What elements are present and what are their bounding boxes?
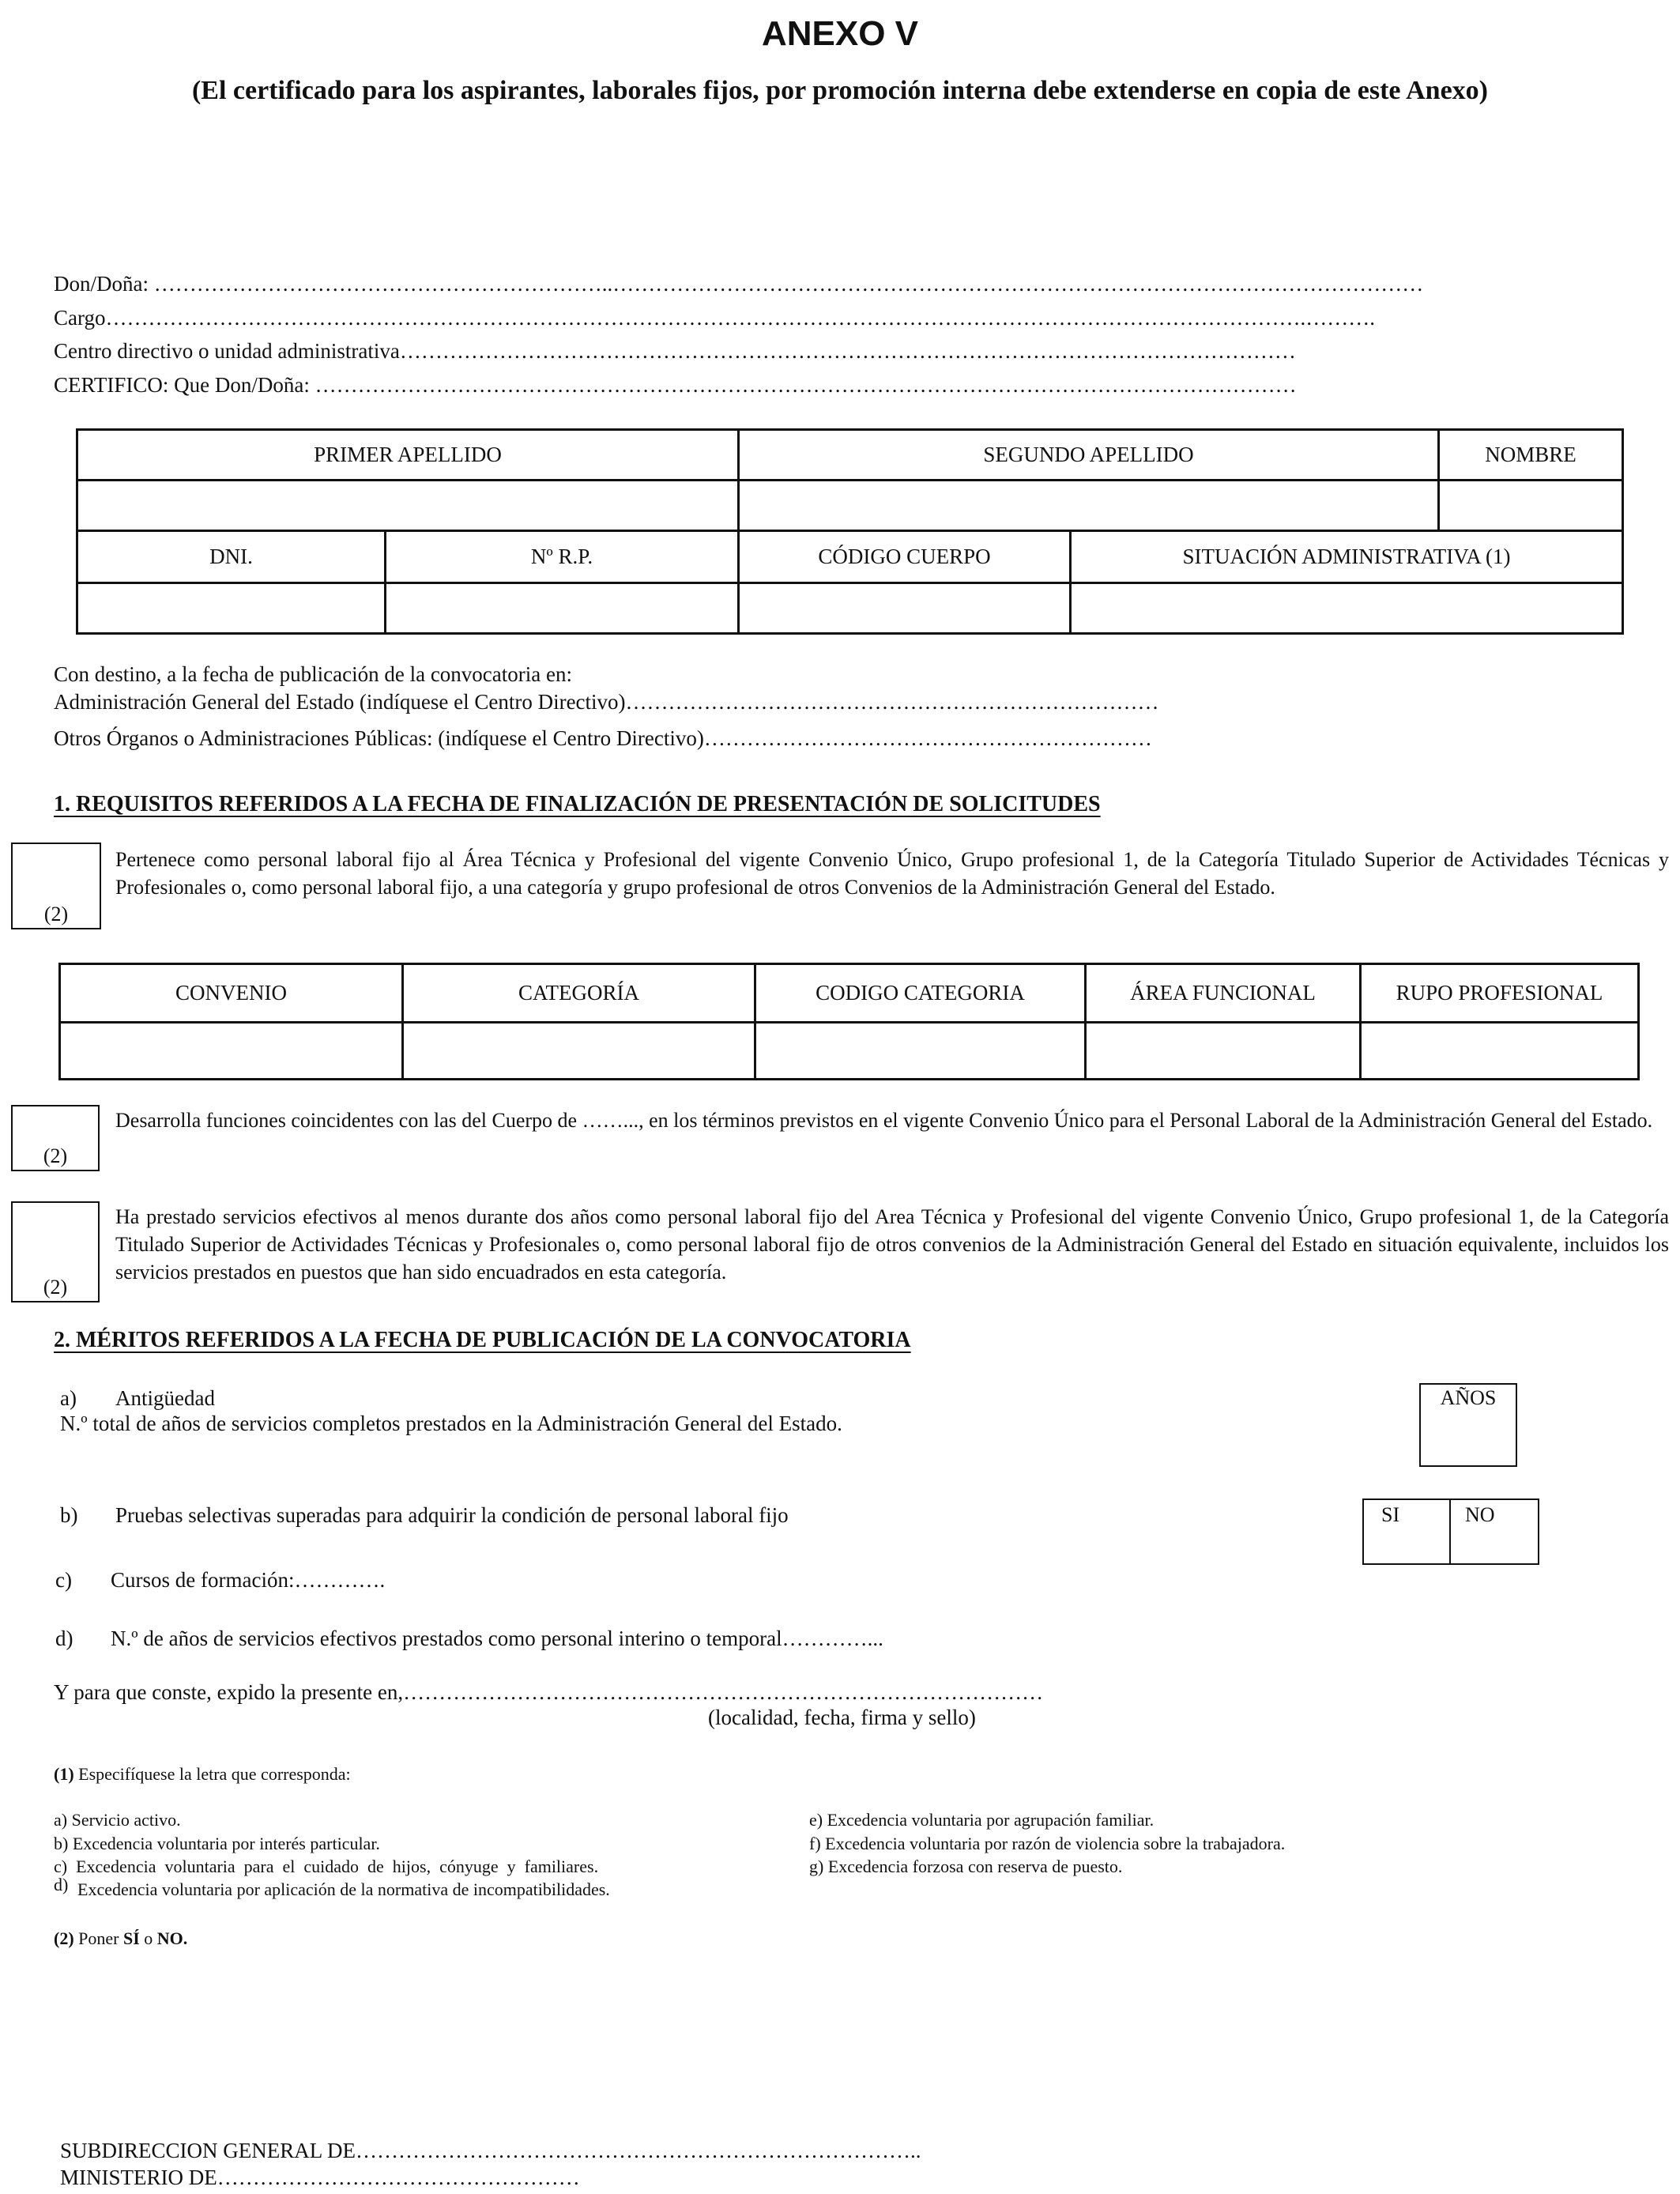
header-area-funcional: ÁREA FUNCIONAL — [1086, 964, 1361, 1023]
merit-d-label: N.º de años de servicios efectivos prestados como personal interino o temporal…………... — [111, 1627, 883, 1650]
anos-box[interactable] — [1419, 1383, 1517, 1467]
req1-text: Pertenece como personal laboral fijo al Área Técnica y Profesional del vigente Convenio Único, Grupo profesional 1, de la Categoría Titulado Superior de Actividades Técnicas y Profesionales o, como personal laboral fijo, a una categoría y grupo profesional de otros Convenios de la Administración General del Estado. — [115, 848, 1669, 899]
note2-text: Poner — [73, 1928, 123, 1948]
cell-grupo-profesional[interactable] — [1361, 1023, 1639, 1080]
merit-a-letter: a) — [60, 1386, 77, 1410]
cell-segundo-apellido[interactable] — [739, 481, 1439, 531]
note-item-d-letter: d) — [54, 1875, 69, 1894]
note-item-e: e) Excedencia voluntaria por agrupación familiar. — [809, 1810, 1155, 1830]
note2-number: (2) — [54, 1928, 74, 1948]
document-subtitle: (El certificado para los aspirantes, laborales fijos, por promoción interna debe extenderse en copia de este Anexo) — [191, 76, 1489, 105]
merit-a-label: Antigüedad — [115, 1386, 215, 1410]
req1-mark: (2) — [43, 903, 69, 925]
si-box[interactable] — [1362, 1498, 1451, 1565]
section2-heading: 2. MÉRITOS REFERIDOS A LA FECHA DE PUBLICACIÓN DE LA CONVOCATORIA — [54, 1328, 911, 1352]
cell-categoria[interactable] — [403, 1023, 755, 1080]
cell-situacion-administrativa[interactable] — [1071, 583, 1623, 634]
note1-heading — [54, 1764, 351, 1785]
req3-text: Ha prestado servicios efectivos al menos durante dos años como personal laboral fijo del Area Técnica y Profesional del vigente Convenio Único, Grupo profesional 1, de la Categoría Titulado Superior de Actividades Técnicas y Profesionales o, como personal laboral fijo de otros convenios de la Administración General del Estado en situación equivalente, incluidos los servicios prestados en puestos que han sido encuadrados en esta categoría. — [115, 1205, 1669, 1284]
section1-heading: 1. REQUISITOS REFERIDOS A LA FECHA DE FINALIZACIÓN DE PRESENTACIÓN DE SOLICITUDES — [54, 792, 1101, 816]
req1-checkbox[interactable] — [11, 843, 101, 929]
field-certifico: CERTIFICO: Que Don/Doña: ………………………………………………………………………………………………………………………… — [54, 373, 1297, 397]
header-codigo-cuerpo: CÓDIGO CUERPO — [739, 531, 1071, 583]
merit-c-letter: c) — [55, 1568, 72, 1592]
cell-codigo-cuerpo[interactable] — [739, 583, 1071, 634]
note2-o: o — [139, 1928, 157, 1948]
cell-nombre[interactable] — [1439, 481, 1623, 531]
note2 — [54, 1928, 187, 1949]
destino-otros-organos: Otros Órganos o Administraciones Públicas: (indíquese el Centro Directivo)……………………………………………………… — [54, 726, 1152, 750]
merit-b-label: Pruebas selectivas superadas para adquirir la condición de personal laboral fijo — [115, 1503, 789, 1527]
header-convenio: CONVENIO — [60, 964, 403, 1023]
cell-codigo-categoria[interactable] — [755, 1023, 1086, 1080]
field-centro-directivo: Centro directivo o unidad administrativa……………………………………………………………………………………………………………… — [54, 339, 1296, 363]
header-segundo-apellido: SEGUNDO APELLIDO — [739, 430, 1439, 481]
note-item-c: c) Excedencia voluntaria para el cuidado de hijos, cónyuge y familiares. — [54, 1857, 599, 1876]
note-item-f: f) Excedencia voluntaria por razón de violencia sobre la trabajadora. — [809, 1834, 1286, 1853]
cell-primer-apellido[interactable] — [77, 481, 739, 531]
field-don-dona: Don/Doña: ………………………………………………………..…………………………………………………………………………………………………… — [54, 272, 1424, 296]
req2-mark: (2) — [43, 1144, 68, 1167]
note-item-b: b) Excedencia voluntaria por interés particular. — [54, 1834, 380, 1853]
cell-convenio[interactable] — [60, 1023, 403, 1080]
req3-mark: (2) — [43, 1276, 68, 1299]
header-codigo-categoria: CODIGO CATEGORIA — [755, 964, 1086, 1023]
no-label: NO — [1465, 1503, 1495, 1526]
personal-data-table — [76, 428, 1624, 635]
document-title: ANEXO V — [761, 14, 919, 53]
localidad-caption: (localidad, fecha, firma y sello) — [708, 1706, 976, 1729]
field-cargo: Cargo…………………………………………………………………………………………………………………………………………………….………. — [54, 306, 1375, 330]
header-nombre: NOMBRE — [1439, 430, 1623, 481]
merit-d-letter: d) — [55, 1627, 73, 1650]
merit-b-letter: b) — [60, 1503, 78, 1527]
header-dni: DNI. — [77, 531, 386, 583]
header-situacion-administrativa: SITUACIÓN ADMINISTRATIVA (1) — [1071, 531, 1623, 583]
cell-dni[interactable] — [77, 583, 386, 634]
note1-text: Especifíquese la letra que corresponda: — [73, 1764, 351, 1784]
note2-si: SÍ — [122, 1928, 140, 1948]
footer-subdireccion: SUBDIRECCION GENERAL DE…………………………………………………………………….. — [60, 2139, 921, 2162]
req2-text: Desarrolla funciones coincidentes con las del Cuerpo de ……..., en los términos previstos en el vigente Convenio Único para el Personal Laboral de la Administración General del Estado. — [115, 1109, 1653, 1132]
req2-checkbox[interactable] — [11, 1105, 100, 1171]
note-item-a: a) Servicio activo. — [54, 1810, 181, 1830]
note2-no: NO. — [156, 1928, 188, 1948]
si-label: SI — [1381, 1503, 1400, 1526]
cell-area-funcional[interactable] — [1086, 1023, 1361, 1080]
cell-nrp[interactable] — [386, 583, 739, 634]
header-nrp: Nº R.P. — [386, 531, 739, 583]
merit-c-label: Cursos de formación:…………. — [111, 1568, 386, 1592]
consta-line: Y para que conste, expido la presente en,……………………………………………………………………………… — [54, 1680, 1044, 1704]
note-item-g: g) Excedencia forzosa con reserva de puesto. — [809, 1857, 1123, 1876]
header-categoria: CATEGORÍA — [403, 964, 755, 1023]
note-item-d: Excedencia voluntaria por aplicación de la normativa de incompatibilidades. — [77, 1879, 610, 1899]
anos-label: AÑOS — [1440, 1386, 1497, 1409]
header-grupo-profesional: RUPO PROFESIONAL — [1361, 964, 1639, 1023]
note1-number: (1) — [54, 1764, 74, 1784]
destino-age: Administración General del Estado (indíquese el Centro Directivo)………………………………………………………………… — [54, 690, 1159, 714]
footer-ministerio: MINISTERIO DE…………………………………………… — [60, 2166, 580, 2189]
no-box[interactable] — [1449, 1498, 1539, 1565]
req3-checkbox[interactable] — [11, 1201, 100, 1302]
header-primer-apellido: PRIMER APELLIDO — [77, 430, 739, 481]
merit-a-description: N.º total de años de servicios completos prestados en la Administración General del Estado. — [60, 1412, 842, 1435]
convenio-table — [58, 963, 1640, 1080]
destino-intro: Con destino, a la fecha de publicación de la convocatoria en: — [54, 662, 572, 686]
